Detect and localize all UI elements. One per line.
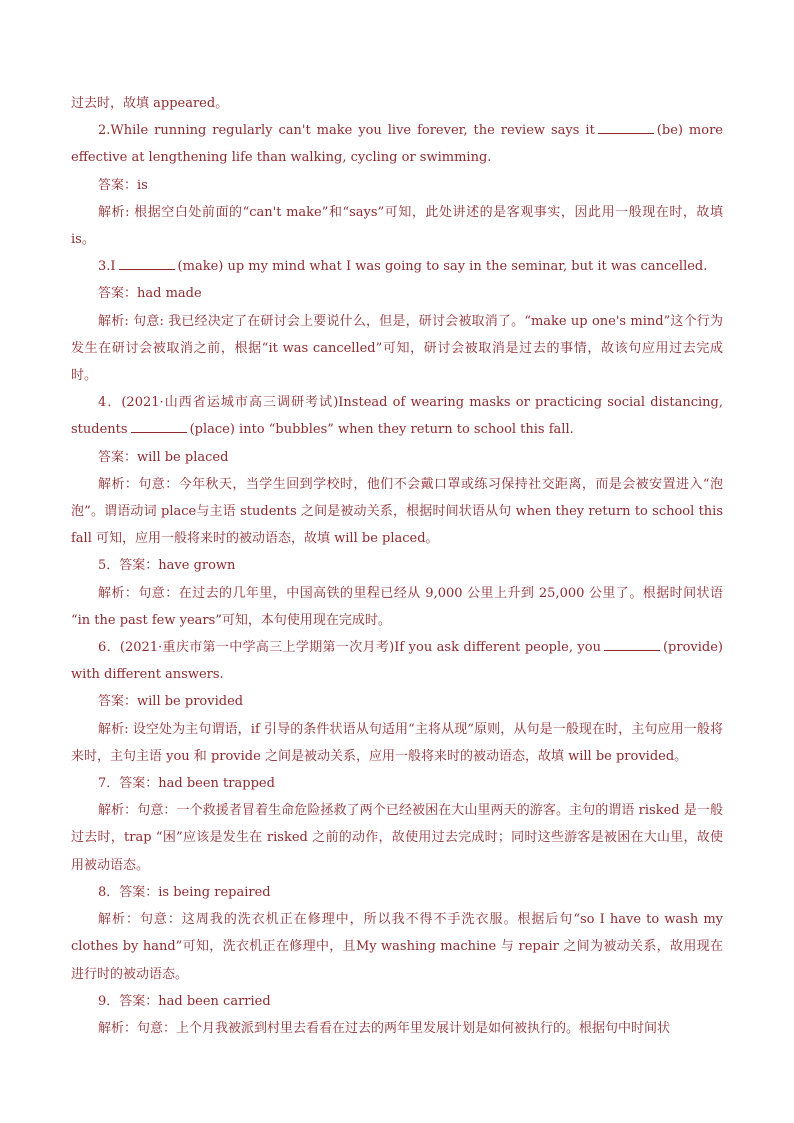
question-2 — [71, 117, 723, 171]
answer-5: 5．答案：have grown — [98, 558, 236, 574]
answer-7: 7．答案：had been trapped — [98, 776, 275, 792]
question-3 — [71, 253, 723, 280]
explanation-9: 解析：句意：上个月我被派到村里去看看在过去的两年里发展计划是如何被执行的。根据句中时间状 — [98, 1020, 671, 1036]
explanation-4: 解析：句意：今年秋天，当学生回到学校时，他们不会戴口罩或练习保持社交距离，而是会被安置进入“泡泡”。谓语动词 place与主语 students 之间是被动关系，根据时间状语从句 when they return to school this fall 可知，应用一般将来时的被动语态，故填 will be placed。 — [71, 476, 723, 547]
explanation-5: 解析：句意：在过去的几年里，中国高铁的里程已经从 9,000 公里上升到 25,000 公里了。根据时间状语 “in the past few years”可知，本句使用现在完成时。 — [71, 585, 723, 628]
answer-blank — [119, 257, 175, 270]
explanation-8: 解析：句意：这周我的洗衣机正在修理中，所以我不得不手洗衣服。根据后句“so I have to wash my clothes by hand”可知，洗衣机正在修理中，且My washing machine 与 repair 之间为被动关系，故用现在进行时的被动语态。 — [71, 912, 723, 982]
document-body — [71, 90, 723, 1042]
question-text-end: (provide) with different answers. — [71, 640, 723, 683]
explanation-7: 解析：句意：一个救援者冒着生命危险拯救了两个已经被困在大山里两天的游客。主句的谓语 risked 是一般过去时，trap “困”应该是发生在 risked 之前的动作，故使用过去完成时；同时这些游客是被困在大山里，故使用被动语态。 — [71, 803, 723, 873]
question-text: 4．(2021·山西省运城市高三调研考试)Instead of wearing masks or practicing social distancing, students — [71, 395, 723, 438]
answer-9: 9．答案：had been carried — [98, 993, 271, 1009]
question-4 — [71, 389, 723, 443]
explanation-3: 解析: 句意: 我已经决定了在研讨会上要说什么，但是，研讨会被取消了。“make up one's mind”这个行为发生在研讨会被取消之前，根据“it was cancelled”可知，研讨会被取消是过去的事情，故该句应用过去完成时。 — [71, 313, 723, 384]
answer-2: 答案：is — [98, 177, 148, 193]
answer-3: 答案：had made — [98, 286, 202, 302]
answer-blank — [131, 420, 187, 433]
question-6 — [71, 634, 723, 688]
question-text: 3.I — [98, 259, 116, 275]
question-text: 6．(2021·重庆市第一中学高三上学期第一次月考)If you ask different people, you — [98, 640, 601, 656]
answer-4: 答案：will be placed — [98, 449, 229, 465]
question-text-end: (place) into “bubbles” when they return to school this fall. — [189, 422, 574, 438]
answer-blank — [598, 121, 654, 134]
explanation-2: 解析: 根据空白处前面的“can't make”和“says”可知，此处讲述的是客观事实，因此用一般现在时，故填 is。 — [71, 204, 723, 248]
continuation-line: 过去时，故填 appeared。 — [71, 96, 229, 111]
answer-6: 答案：will be provided — [98, 694, 244, 710]
answer-8: 8．答案：is being repaired — [98, 884, 271, 900]
question-text: 2.While running regularly can't make you live forever, the review says it — [98, 123, 595, 139]
question-text-end: (make) up my mind what I was going to say in the seminar, but it was cancelled. — [177, 259, 708, 275]
answer-blank — [604, 638, 660, 651]
explanation-6: 解析: 设空处为主句谓语，if 引导的条件状语从句适用“主将从现”原则，从句是一般现在时，主句应用一般将来时，主句主语 you 和 provide 之间是被动关系，应用一般将来时的被动语态，故填 will be provided。 — [71, 721, 723, 764]
question-text-end: (be) more effective at lengthening life than walking, cycling or swimming. — [71, 123, 723, 166]
